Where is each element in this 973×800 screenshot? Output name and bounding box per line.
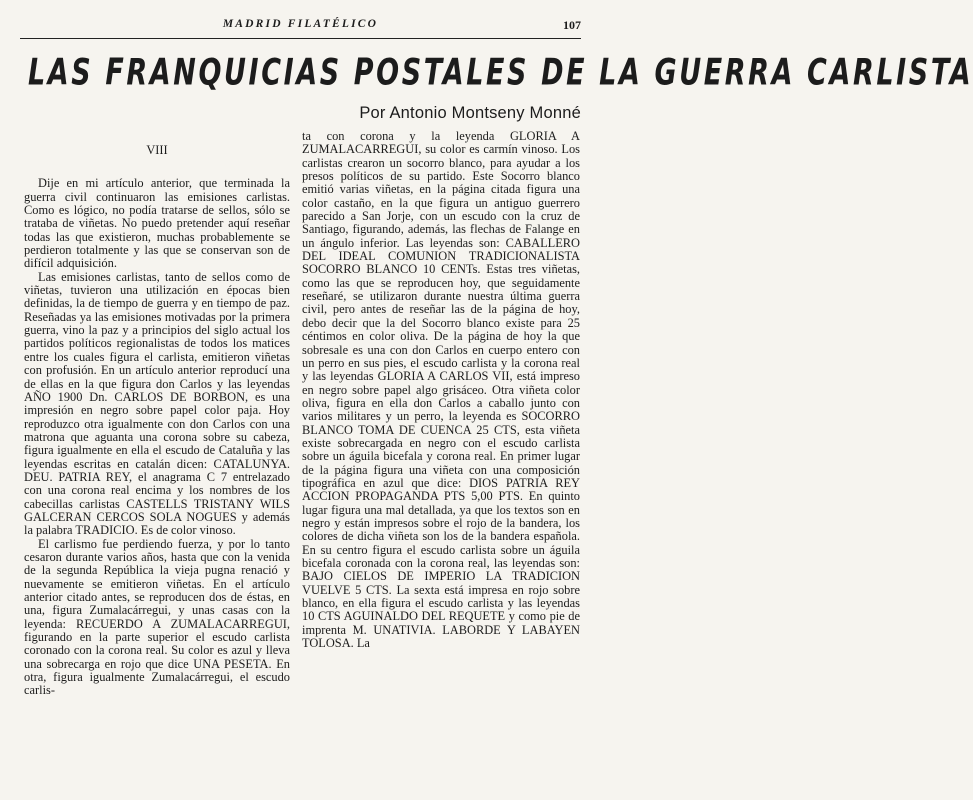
article-byline: Por Antonio Montseny Monné [359,104,581,122]
paragraph: Dije en mi artículo anterior, que terminada la guerra civil continuaron las emisiones carlistas. Como es lógico, no podía tratarse de sellos, sólo se trataba de viñetas. No puedo pretender aquí reseñar todas las que existieron, muchas probablemente se perdieron totalmente y las que se conservan son de difícil adquisición. [24,176,290,271]
section-number: VIII [146,143,168,157]
paragraph: Las emisiones carlistas, tanto de sellos como de viñetas, tuvieron una utilización en épocas bien definidas, la de tiempo de guerra y en tiempo de paz. Reseñadas ya las emisiones motivadas por la primera guerra, vino la paz y a principios del siglo actual los partidos políticos regionalistas de todos los matices entre los cuales figura el carlista, emitieron viñetas con profusión. En un artículo anterior reproducí una de ellas en la que figura don Carlos y las leyendas AÑO 1900 Dn. CARLOS DE BORBON, es una impresión en negro sobre papel color paja. Hoy reproduzco otra igualmente con don Carlos con una matrona que aguanta una corona sobre su cabeza, figura igualmente en ella el escudo de Cataluña y las leyendas escritas en catalán dicen: CATALUNYA. DEU. PATRIA REY, el anagrama C 7 entrelazado con una corona real encima y los nombres de los cabecillas carlistas CASTELLS TRISTANY WILS GALCERAN CERCOS SOLA NOGUES y además la palabra TRADICIO. Es de color vinoso. [24,269,290,538]
text-column-right [302,130,580,792]
paragraph: ta con corona y la leyenda GLORIA A ZUMALACARREGUI, su color es carmín vinoso. Los carlistas crearon un socorro blanco, para ayudar a los presos políticos de su partido. Este Socorro blanco emitió varias viñetas, en la página citada figura una color castaño, en la que figura un antiguo guerrero parecido a San Jorje, con un escudo con la cruz de Santiago, figurando, además, las flechas de Falange en un ángulo inferior. Las leyendas son: CABALLERO DEL IDEAL COMUNION TRADICIONALISTA SOCORRO BLANCO 10 CENTs. Estas tres viñetas, como las que se reproducen hoy, que seguidamente reseñaré, se utilizaron durante nuestra última guerra civil, pero antes de reseñar las de la página de hoy, debo decir que la del Socorro blanco existe para 25 céntimos en color oliva. De la página de hoy la que sobresale es una con don Carlos en cuerpo entero con un perro en sus pies, el escudo carlista y la corona real y las leyendas GLORIA A CARLOS VII, está impreso en negro sobre papel algo grisáceo. Otra viñeta color oliva, figura en ella don Carlos a caballo junto con varios militares y un perro, la leyenda es SOCORRO BLANCO TOMA DE CUENCA 25 CTS, esta viñeta existe sobrecargada en negro con el escudo carlista sobre un águila bicefala y corona real. En primer lugar de la página figura una viñeta con una composición tipográfica en azul que dice: DIOS PATRIA REY ACCION PROPAGANDA PTS 5,00 PTS. En quinto lugar figura una mal detallada, ya que los textos son en negro y están impresos sobre el rojo de la bandera, los colores de dicha viñeta son los de la bandera española. En su centro figura el escudo carlista sobre un águila bicefala coronada con la corona real, las leyendas son: BAJO CIELOS DE IMPERIO LA TRADICION VUELVE 5 CTS. La sexta está impresa en rojo sobre blanco, en ella figura el escudo carlista y las leyendas 10 CTS AGUINALDO DEL REQUETE y como pie de imprenta M. UNATIVIA. LABORDE Y LABAYEN TOLOSA. La [302,129,580,651]
magazine-name: MADRID FILATÉLICO [222,18,379,30]
text-column-left [24,130,290,792]
paragraph: El carlismo fue perdiendo fuerza, y por lo tanto cesaron durante varios años, hasta que con la venida de la segunda República la vieja pugna renació y nuevamente se emitieron viñetas. En el artículo anterior citado antes, se reproducen dos de éstas, en una, figura Zumalacárregui, y unas casas con la leyenda: RECUERDO A ZUMALACARREGUI, figurando en la parte superior el escudo carlista coronado con la corona real. Su color es azul y lleva una sobrecarga en rojo que dice UNA PESETA. En otra, figura igualmente Zumalacárregui, el escudo carlis- [24,536,290,698]
page-number: 107 [563,18,581,32]
article-title: LAS FRANQUICIAS POSTALES DE LA GUERRA CARLISTA [28,52,973,94]
page-header [20,4,581,39]
